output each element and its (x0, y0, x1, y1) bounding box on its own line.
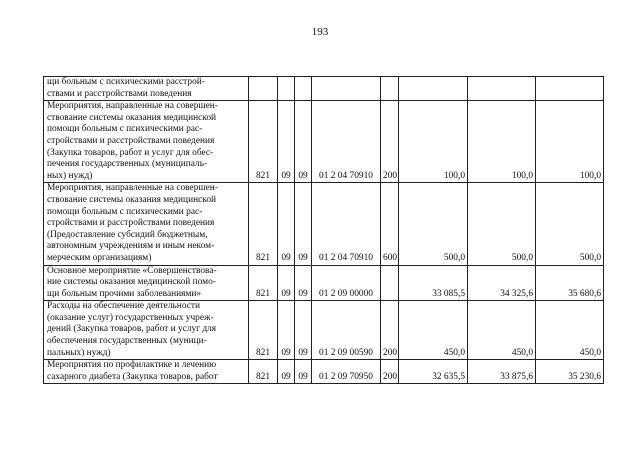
description-line: обеспечения государственных (муници- (47, 336, 207, 347)
table-row (44, 301, 604, 360)
description-line: печения государственных (муниципаль- (47, 159, 208, 170)
description-line: стройствами и расстройствами поведения (47, 135, 215, 146)
description-line: Мероприятия, направленные на совершен- (47, 183, 218, 194)
page-number: 193 (311, 26, 329, 38)
description-cell (44, 265, 249, 301)
amount-year2-cell: 450,0 (468, 301, 536, 360)
description-line: ствование системы оказания медицинской (47, 194, 217, 205)
amount-year1-cell: 450,0 (399, 301, 468, 360)
description-line: (оказание услуг) государственных учреж- (47, 312, 214, 323)
description-line: Мероприятия, направленные на совершен- (47, 101, 218, 112)
description-line: стройствами и расстройствами поведения (47, 218, 215, 229)
description-cell (44, 101, 249, 183)
amount-year2-cell: 33 875,6 (468, 360, 536, 384)
amount-year3-cell: 450,0 (536, 301, 604, 360)
csr-cell (312, 77, 381, 101)
ved-cell (249, 77, 278, 101)
amount-year1-cell: 100,0 (399, 101, 468, 183)
vr-cell: 200 (381, 301, 399, 360)
csr-cell: 01 2 04 70910 (312, 101, 381, 183)
description-cell (44, 360, 249, 384)
description-line: (Предоставление субсидий бюджетным, (47, 229, 208, 240)
amount-year3-cell: 500,0 (536, 183, 604, 265)
budget-table (43, 76, 604, 384)
amount-year1-cell: 32 635,5 (399, 360, 468, 384)
description-line: мерческим организациям) (47, 252, 152, 263)
amount-year2-cell (468, 77, 536, 101)
amount-year3-cell: 35 680,6 (536, 265, 604, 301)
vr-cell (381, 265, 399, 301)
rz-cell: 09 (278, 265, 295, 301)
amount-year3-cell: 35 230,6 (536, 360, 604, 384)
ved-cell: 821 (249, 301, 278, 360)
table-row (44, 77, 604, 101)
table-body (44, 77, 604, 384)
pr-cell: 09 (295, 360, 312, 384)
vr-cell: 200 (381, 101, 399, 183)
description-line: помощи больным с психическими рас- (47, 124, 203, 135)
description-line: щи больным с психическими расстрой- (47, 77, 205, 87)
table-row (44, 360, 604, 384)
description-line: помощи больным с психическими рас- (47, 206, 203, 217)
description-line: сахарного диабета (Закупка товаров, работ (47, 371, 218, 382)
amount-year3-cell: 100,0 (536, 101, 604, 183)
description-cell (44, 183, 249, 265)
amount-year1-cell (399, 77, 468, 101)
amount-year2-cell: 100,0 (468, 101, 536, 183)
vr-cell (381, 77, 399, 101)
pr-cell: 09 (295, 101, 312, 183)
description-line: автономным учреждениям и иным неком- (47, 241, 215, 252)
amount-year2-cell: 34 325,6 (468, 265, 536, 301)
pr-cell: 09 (295, 183, 312, 265)
rz-cell: 09 (278, 301, 295, 360)
csr-cell: 01 2 09 00590 (312, 301, 381, 360)
description-line: ствами и расстройствами поведения (47, 88, 192, 99)
ved-cell: 821 (249, 183, 278, 265)
csr-cell: 01 2 04 70910 (312, 183, 381, 265)
csr-cell: 01 2 09 70950 (312, 360, 381, 384)
description-line: ствование системы оказания медицинской (47, 112, 217, 123)
description-line: Расходы на обеспечение деятельности (47, 301, 201, 312)
amount-year1-cell: 33 085,5 (399, 265, 468, 301)
vr-cell: 600 (381, 183, 399, 265)
description-line: (Закупка товаров, работ и услуг для обес- (47, 147, 214, 158)
table-row (44, 265, 604, 301)
amount-year1-cell: 500,0 (399, 183, 468, 265)
rz-cell: 09 (278, 101, 295, 183)
description-line: ных) нужд) (47, 170, 93, 181)
description-cell (44, 77, 249, 101)
rz-cell (278, 77, 295, 101)
vr-cell: 200 (381, 360, 399, 384)
description-line: дений (Закупка товаров, работ и услуг для (47, 324, 217, 335)
description-cell (44, 301, 249, 360)
pr-cell: 09 (295, 265, 312, 301)
description-line: пальных) нужд) (47, 347, 111, 358)
description-line: Основное мероприятие «Совершенствова- (47, 265, 217, 276)
pr-cell (295, 77, 312, 101)
amount-year3-cell (536, 77, 604, 101)
rz-cell: 09 (278, 183, 295, 265)
description-line: ние системы оказания медицинской помо- (47, 277, 216, 288)
table-row (44, 101, 604, 183)
ved-cell: 821 (249, 360, 278, 384)
description-line: Мероприятия по профилактике и лечению (47, 360, 217, 371)
pr-cell: 09 (295, 301, 312, 360)
table-row (44, 183, 604, 265)
ved-cell: 821 (249, 101, 278, 183)
csr-cell: 01 2 09 00000 (312, 265, 381, 301)
ved-cell: 821 (249, 265, 278, 301)
description-line: щи больным прочими заболеваниями» (47, 288, 202, 299)
rz-cell: 09 (278, 360, 295, 384)
amount-year2-cell: 500,0 (468, 183, 536, 265)
